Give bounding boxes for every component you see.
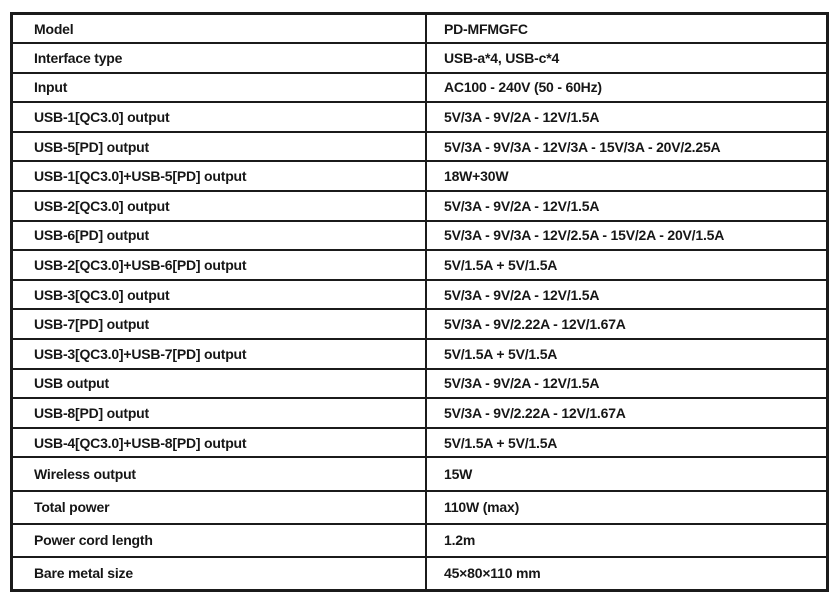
spec-label-cell: USB-3[QC3.0] output [12,280,427,310]
spec-row-usb1-usb5-output [12,161,828,191]
spec-value-cell: 5V/3A - 9V/3A - 12V/2.5A - 15V/2A - 20V/1.5A [426,221,828,251]
spec-value-cell: 5V/3A - 9V/2.22A - 12V/1.67A [426,398,828,428]
spec-row-usb8-output [12,398,828,428]
spec-label-cell: USB-7[PD] output [12,309,427,339]
spec-row-model [12,14,828,44]
spec-row-usb4-usb8-output [12,428,828,458]
spec-label-cell: Input [12,73,427,103]
spec-row-usb7-output [12,309,828,339]
spec-value-cell: PD-MFMGFC [426,14,828,44]
spec-row-total-power [12,491,828,524]
spec-row-input [12,73,828,103]
spec-label-cell: USB-1[QC3.0]+USB-5[PD] output [12,161,427,191]
spec-row-usb3-usb7-output [12,339,828,369]
spec-table [10,12,829,592]
spec-row-usb2-output [12,191,828,221]
spec-label-cell: USB-5[PD] output [12,132,427,162]
spec-label-cell: USB-6[PD] output [12,221,427,251]
spec-value-cell: 5V/3A - 9V/2A - 12V/1.5A [426,102,828,132]
spec-value-cell: 5V/3A - 9V/2A - 12V/1.5A [426,280,828,310]
spec-label-cell: USB-8[PD] output [12,398,427,428]
spec-label-cell: Interface type [12,43,427,73]
spec-row-wireless-output [12,457,828,490]
spec-row-usb3-output [12,280,828,310]
spec-label-cell: USB-2[QC3.0]+USB-6[PD] output [12,250,427,280]
spec-value-cell: 5V/3A - 9V/3A - 12V/3A - 15V/3A - 20V/2.25A [426,132,828,162]
spec-value-cell: 110W (max) [426,491,828,524]
spec-row-power-cord-length [12,524,828,557]
spec-value-cell: 5V/3A - 9V/2A - 12V/1.5A [426,369,828,399]
spec-label-cell: Model [12,14,427,44]
spec-value-cell: 5V/1.5A + 5V/1.5A [426,250,828,280]
spec-row-usb2-usb6-output [12,250,828,280]
spec-row-usb1-output [12,102,828,132]
spec-row-usb-output [12,369,828,399]
spec-value-cell: USB-a*4, USB-c*4 [426,43,828,73]
spec-value-cell: 5V/3A - 9V/2A - 12V/1.5A [426,191,828,221]
spec-label-cell: USB-1[QC3.0] output [12,102,427,132]
spec-value-cell: 15W [426,457,828,490]
spec-value-cell: AC100 - 240V (50 - 60Hz) [426,73,828,103]
spec-label-cell: Wireless output [12,457,427,490]
spec-label-cell: USB-3[QC3.0]+USB-7[PD] output [12,339,427,369]
spec-value-cell: 5V/3A - 9V/2.22A - 12V/1.67A [426,309,828,339]
spec-row-bare-metal-size [12,557,828,590]
spec-value-cell: 5V/1.5A + 5V/1.5A [426,428,828,458]
spec-label-cell: Power cord length [12,524,427,557]
spec-value-cell: 5V/1.5A + 5V/1.5A [426,339,828,369]
spec-label-cell: Bare metal size [12,557,427,590]
spec-value-cell: 45×80×110 mm [426,557,828,590]
spec-label-cell: USB-4[QC3.0]+USB-8[PD] output [12,428,427,458]
spec-row-interface-type [12,43,828,73]
spec-value-cell: 18W+30W [426,161,828,191]
spec-label-cell: Total power [12,491,427,524]
spec-label-cell: USB output [12,369,427,399]
spec-table-body [12,14,828,591]
spec-row-usb6-output [12,221,828,251]
spec-row-usb5-output [12,132,828,162]
spec-label-cell: USB-2[QC3.0] output [12,191,427,221]
spec-value-cell: 1.2m [426,524,828,557]
